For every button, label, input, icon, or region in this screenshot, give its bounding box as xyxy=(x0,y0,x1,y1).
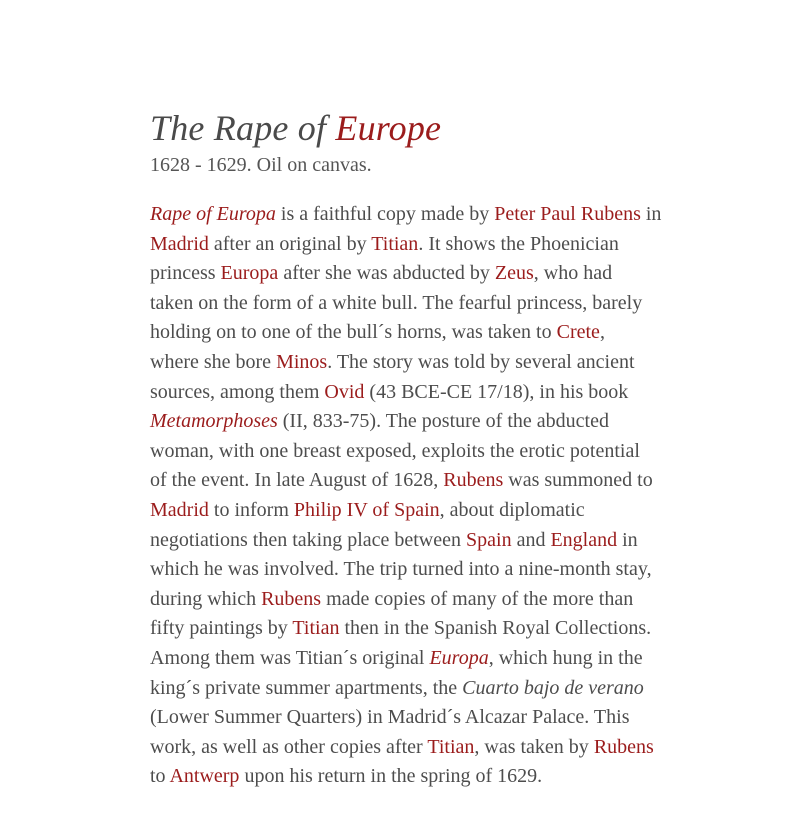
body-text: made copies of many of the more than xyxy=(321,587,634,610)
wiki-link[interactable]: Zeus xyxy=(494,262,534,285)
body-text: after an original by xyxy=(208,232,372,255)
title-accent: Europe xyxy=(335,108,442,148)
body-text: , about diplomatic xyxy=(439,498,585,521)
text-line xyxy=(150,644,690,674)
wiki-link[interactable]: Rubens xyxy=(261,587,322,610)
wiki-link[interactable]: Titian xyxy=(371,232,419,255)
body-text: in xyxy=(617,528,638,551)
body-text: sources, among them xyxy=(150,380,325,403)
italic-title-text: Metamorphoses xyxy=(150,410,278,433)
text-line xyxy=(150,614,690,644)
wiki-link[interactable]: Minos xyxy=(276,350,328,373)
text-line xyxy=(150,555,690,585)
body-text: to inform xyxy=(208,498,294,521)
text-line xyxy=(150,526,690,556)
text-line xyxy=(150,318,690,348)
text-line xyxy=(150,348,690,378)
italic-text: Cuarto bajo de verano xyxy=(462,676,644,699)
body-text: Among them was Titian´s original xyxy=(150,646,430,669)
wiki-link[interactable]: Madrid xyxy=(150,498,209,521)
body-text: , was taken by xyxy=(474,735,594,758)
wiki-link[interactable]: Crete xyxy=(556,321,600,344)
body-text: fifty paintings by xyxy=(150,617,293,640)
page-title xyxy=(150,104,690,152)
body-text: work, as well as other copies after xyxy=(150,735,428,758)
body-text: which he was involved. The trip turned into a nine-month stay, xyxy=(150,558,652,581)
wiki-link[interactable]: Philip IV of Spain xyxy=(293,498,440,521)
text-line xyxy=(150,407,690,437)
text-line xyxy=(150,259,690,289)
text-line xyxy=(150,200,690,230)
text-line xyxy=(150,762,690,792)
text-line xyxy=(150,378,690,408)
italic-title-text: Rape of Europa xyxy=(150,203,276,225)
text-line xyxy=(150,703,690,733)
text-line xyxy=(150,289,690,319)
wiki-link[interactable]: England xyxy=(550,528,618,551)
body-text: then in the Spanish Royal Collections. xyxy=(339,617,652,640)
artwork-description xyxy=(150,104,690,792)
date-and-medium: 1628 - 1629. Oil on canvas. xyxy=(150,154,372,176)
wiki-link[interactable]: Peter Paul Rubens xyxy=(494,203,641,225)
wiki-link[interactable]: Spain xyxy=(466,528,512,551)
body-text: , xyxy=(599,321,605,344)
body-text: was summoned to xyxy=(503,469,653,492)
wiki-link[interactable]: Titian xyxy=(292,617,340,640)
italic-title-text: Europa xyxy=(429,646,489,669)
body-text: (43 BCE-CE 17/18), in his book xyxy=(364,380,629,403)
body-text: . It shows the Phoenician xyxy=(418,232,619,255)
wiki-link[interactable]: Ovid xyxy=(324,380,365,403)
body-text: woman, with one breast exposed, exploits the erotic potential xyxy=(150,439,640,462)
body-text: where she bore xyxy=(150,350,277,373)
text-line xyxy=(150,585,690,615)
text-line xyxy=(150,733,690,763)
body-text: is a faithful copy made by xyxy=(275,203,495,225)
wiki-link[interactable]: Titian xyxy=(427,735,475,758)
title-prefix: The Rape of xyxy=(150,108,336,148)
body-text: to xyxy=(150,765,170,788)
body-text: , who had xyxy=(533,262,613,285)
body-text: king´s private summer apartments, the xyxy=(150,676,463,699)
body-text: after she was abducted by xyxy=(278,262,495,285)
body-text: . The story was told by several ancient xyxy=(327,350,635,373)
body-text: during which xyxy=(150,587,262,610)
body-text: holding on to one of the bull´s horns, was taken to xyxy=(150,321,557,344)
body-text: , which hung in the xyxy=(488,646,643,669)
body-text: taken on the form of a white bull. The fearful princess, barely xyxy=(150,291,643,314)
body-text: in xyxy=(640,203,662,225)
wiki-link[interactable]: Madrid xyxy=(150,232,209,255)
body-text: upon his return in the spring of 1629. xyxy=(239,765,543,788)
text-line xyxy=(150,230,690,260)
body-text: and xyxy=(511,528,551,551)
body-text: negotiations then taking place between xyxy=(150,528,467,551)
text-line xyxy=(150,437,690,467)
text-line xyxy=(150,674,690,704)
wiki-link[interactable]: Rubens xyxy=(443,469,504,492)
body-text: (II, 833-75). The posture of the abducted xyxy=(277,410,609,433)
wiki-link[interactable]: Europa xyxy=(220,262,279,285)
body-text: of the event. In late August of 1628, xyxy=(150,469,444,492)
text-line xyxy=(150,496,690,526)
body-text: (Lower Summer Quarters) in Madrid´s Alcazar Palace. This xyxy=(150,706,630,729)
wiki-link[interactable]: Rubens xyxy=(593,735,654,758)
body-text: princess xyxy=(150,262,221,285)
wiki-link[interactable]: Antwerp xyxy=(169,765,240,788)
text-line xyxy=(150,466,690,496)
description-paragraph xyxy=(150,200,690,792)
